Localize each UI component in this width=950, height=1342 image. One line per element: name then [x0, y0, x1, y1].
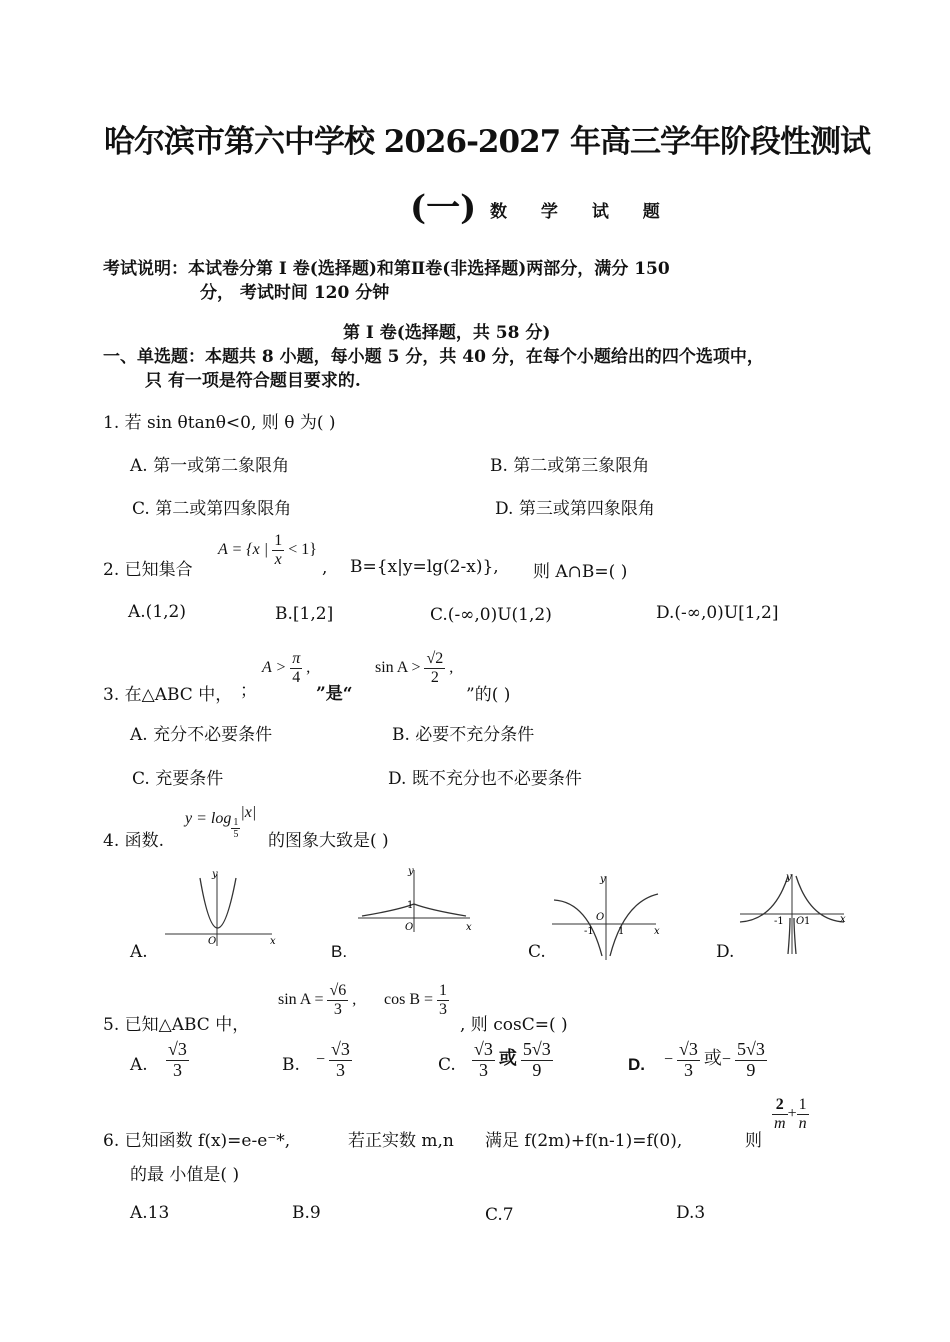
q3-number: 3. 在△ABC 中，	[103, 685, 233, 705]
q2-option-a: A.(1,2)	[128, 602, 186, 622]
q5-option-b: − $\frac{√3}{3}$	[316, 1039, 350, 1080]
q2-set-a: A = {x | $\frac{1}{x}$ < 1}	[218, 532, 317, 568]
q1-option-d: D. 第三或第四象限角	[495, 499, 655, 519]
exam-title: 哈尔滨市第六中学校 2026-2027 年高三学年阶段性测试	[104, 124, 871, 160]
q1-option-c: C. 第二或第四象限角	[132, 499, 292, 519]
q4-option-b: B.	[331, 942, 348, 961]
q5-cos-b: cos B = $\frac{1}{3}$	[384, 982, 448, 1018]
q4-option-a: A.	[130, 942, 148, 962]
q4d-neg-one: -1	[774, 916, 784, 927]
section-heading: 第 I 卷(选择题，共 58 分)	[343, 323, 551, 343]
q5-number: 5. 已知△ABC 中，	[103, 1015, 250, 1035]
q4d-one: 1	[804, 916, 811, 927]
q5-option-a-label: A.	[130, 1055, 148, 1075]
instructions-line2: 分， 考试时间 120 分钟	[200, 283, 390, 303]
q5-ask: , 则 cosC=( )	[460, 1015, 568, 1035]
q4b-one: 1	[407, 900, 414, 911]
q2-option-b: B.[1,2]	[275, 604, 334, 624]
q4c-x-label: x	[654, 926, 660, 937]
q4c-neg-one: -1	[584, 926, 594, 937]
q4-graph-b	[358, 866, 478, 944]
q3-tail: ”的( )	[466, 685, 511, 705]
q2-comma: ,	[322, 558, 328, 578]
q3-semicolon: ；	[240, 681, 257, 701]
section-instructions-line2: 只 有一项是符合题目要求的.	[145, 371, 361, 391]
q5-option-c: $\frac{√3}{3}$ 或 $\frac{5√3}{9}$	[474, 1039, 551, 1080]
q4-graph-a	[160, 868, 280, 952]
q4a-x-label: x	[270, 936, 276, 947]
q2-option-d: D.(-∞,0)U[1,2]	[656, 603, 779, 623]
q5-option-d: − $\frac{√3}{3}$ 或− $\frac{5√3}{9}$	[664, 1039, 765, 1080]
q5-sin-a: sin A = $\frac{√6}{3}$ ,	[278, 982, 357, 1018]
q4c-origin: O	[596, 912, 605, 923]
q2-ask: 则 A∩B=( )	[533, 562, 628, 582]
q3-option-b: B. 必要不充分条件	[392, 725, 535, 745]
q3-is: ”是“	[316, 684, 353, 704]
q6-expression: $\frac{2}{m}$ + $\frac{1}{n}$	[774, 1096, 807, 1132]
q4a-origin: O	[208, 936, 217, 947]
q4c-y-label: y	[600, 874, 606, 885]
q6-option-d: D.3	[676, 1203, 706, 1223]
q2-option-c: C.(-∞,0)U(1,2)	[430, 605, 552, 625]
q4b-x-label: x	[466, 922, 472, 933]
q6-option-c: C.7	[485, 1205, 514, 1225]
q6-number: 6. 已知函数 f(x)=e-e⁻*,	[103, 1131, 291, 1151]
q5-option-c-label: C.	[438, 1055, 456, 1075]
q3-option-a: A. 充分不必要条件	[130, 725, 273, 745]
q4c-one: 1	[618, 926, 625, 937]
q4-number: 4. 函数.	[103, 831, 165, 851]
q5-option-d-label: D.	[628, 1055, 645, 1074]
q6-option-b: B.9	[292, 1203, 321, 1223]
subtitle-number: (一)	[410, 188, 477, 228]
q3-condition-sin: sin A > $\frac{√2}{2}$ ,	[375, 650, 454, 686]
q5-option-a: $\frac{√3}{3}$	[168, 1039, 187, 1080]
q4-graph-c	[552, 872, 664, 964]
q4b-origin: O	[405, 922, 414, 933]
q5-option-b-label: B.	[282, 1055, 300, 1075]
q2-number: 2. 已知集合	[103, 560, 193, 580]
q4d-origin: O	[796, 916, 805, 927]
subtitle-text: 数 学 试 题	[490, 202, 674, 222]
q3-option-d: D. 既不充分也不必要条件	[388, 769, 582, 789]
q1-option-b: B. 第二或第三象限角	[490, 456, 650, 476]
q3-option-c: C. 充要条件	[132, 769, 224, 789]
section-instructions-line1: 一、单选题：本题共 8 小题，每小题 5 分，共 40 分，在每个小题给出的四个选项中，	[103, 347, 764, 367]
q4a-y-label: y	[212, 869, 218, 880]
q4b-y-label: y	[408, 866, 414, 877]
q6-satisfy: 满足 f(2m)+f(n-1)=f(0),	[485, 1131, 683, 1151]
q6-option-a: A.13	[130, 1203, 170, 1223]
q4-graph-d	[738, 870, 850, 960]
q4d-y-label: y	[786, 872, 792, 883]
q3-condition-a: A > $\frac{\pi}{4}$ ,	[262, 650, 311, 686]
q1-option-a: A. 第一或第二象限角	[130, 456, 290, 476]
q4-option-c: C.	[528, 942, 546, 962]
q6-line2: 的最 小值是( )	[130, 1165, 240, 1185]
q6-condition: 若正实数 m,n	[348, 1131, 454, 1151]
q6-then: 则	[745, 1131, 762, 1151]
q4-tail: 的图象大致是( )	[268, 831, 389, 851]
q4-function: y = log $\frac{1}{5}$ |x|	[185, 804, 257, 840]
q4-option-d: D.	[716, 942, 735, 962]
q4d-x-label: x	[840, 914, 846, 925]
instructions-line1: 考试说明：本试卷分第 I 卷(选择题)和第Ⅱ卷(非选择题)两部分，满分 150	[103, 259, 670, 279]
q1-stem: 1. 若 sin θtanθ<0, 则 θ 为( )	[103, 413, 336, 433]
q2-set-b: B={x|y=lg(2-x)},	[350, 557, 499, 577]
